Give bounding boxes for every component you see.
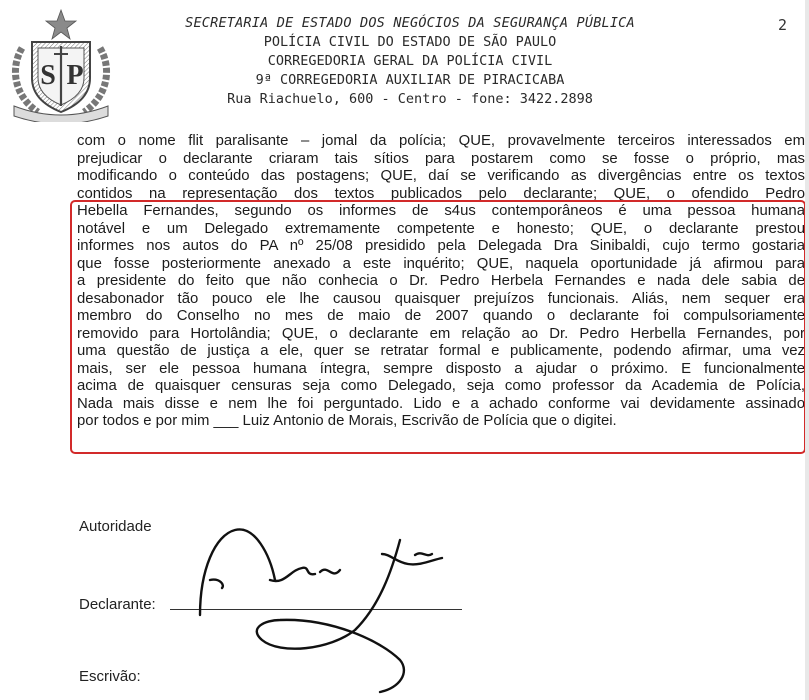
text-line: uma questão de justiça a ele, quer se retratar formal e publicamente, podendo afirmar, uma vez: [77, 343, 805, 359]
page-number: 2: [778, 16, 788, 34]
letterhead-line: CORREGEDORIA GERAL DA POLÍCIA CIVIL: [267, 53, 553, 69]
text-line: contidos na representação dos textos publicados pelo declarante; QUE, o ofendido Pedro: [77, 185, 805, 202]
text-line: modificando o conteúdo das postagens; QUE, daí se verificando as divergências entre os textos: [77, 168, 805, 184]
text-line: desabonador tão pouco ele lhe causou quaisquer prejuízos funcionais. Aliás, nem sequer era: [77, 290, 805, 307]
handwritten-signature: [170, 510, 510, 700]
letterhead-line: POLÍCIA CIVIL DO ESTADO DE SÃO PAULO: [263, 34, 557, 50]
text-line: que fosse posteriormente anexado a este inquérito; QUE, naquela oportunidade já afirmou para: [77, 255, 805, 272]
text-line: Hebella Fernandes, segundo os informes de s4us contemporâneos é uma pessoa humana: [77, 203, 805, 219]
text-line: mais, ser ele pessoa humana íntegra, sempre disposto a ajudar o próximo. E funcionalmente: [77, 360, 805, 377]
text-line: Nada mais disse e nem lhe foi perguntado. Lido e a achado conforme vai devidamente assinado: [77, 395, 805, 412]
svg-text:P: P: [66, 60, 84, 91]
text-line: informes nos autos do PA nº 25/08 presidido pela Delegada Dra Sinibaldi, cujo termo gostaria: [77, 238, 805, 254]
text-line: prejudicar o declarante criaram tais sítios para postarem como se fosse o próprio, mas: [77, 150, 805, 167]
text-line: acima de quaisquer censuras seja como Delegado, seja como professor da Academia de Polícia,: [77, 378, 805, 394]
declarant-label: Declarante:: [79, 596, 156, 613]
text-line: membro do Conselho no mes de maio de 2007 quando o declarante foi compulsoriamente: [77, 308, 805, 324]
letterhead: [130, 14, 690, 109]
letterhead-line: SECRETARIA DE ESTADO DOS NEGÓCIOS DA SEGURANÇA PÚBLICA: [185, 15, 635, 31]
page-edge-shadow: [805, 0, 809, 700]
clerk-label: Escrivão:: [79, 668, 141, 685]
sao-paulo-seal-icon: [8, 8, 114, 122]
letterhead-line: 9ª CORREGEDORIA AUXILIAR DE PIRACICABA: [255, 72, 565, 88]
text-line: a presidente do feito que não conhecia o Dr. Pedro Herbela Fernandes e nada dele sabia de: [77, 273, 805, 289]
letterhead-line: Rua Riachuelo, 600 - Centro - fone: 3422.2898: [227, 91, 593, 107]
text-line: removido para Hortolândia; QUE, o declarante em relação ao Dr. Pedro Herbella Fernandes, por: [77, 325, 805, 342]
testimony-text: [77, 133, 805, 431]
text-line: por todos e por mim ___ Luiz Antonio de Morais, Escrivão de Polícia que o digitei.: [77, 413, 617, 429]
authority-label: Autoridade: [79, 518, 152, 535]
text-line: notável e um Delegado extremamente competente e honesto; QUE, o declarante prestou: [77, 220, 805, 237]
svg-text:S: S: [40, 60, 56, 91]
text-line: com o nome flit paralisante – jomal da polícia; QUE, provavelmente terceiros interessados em: [77, 133, 805, 149]
